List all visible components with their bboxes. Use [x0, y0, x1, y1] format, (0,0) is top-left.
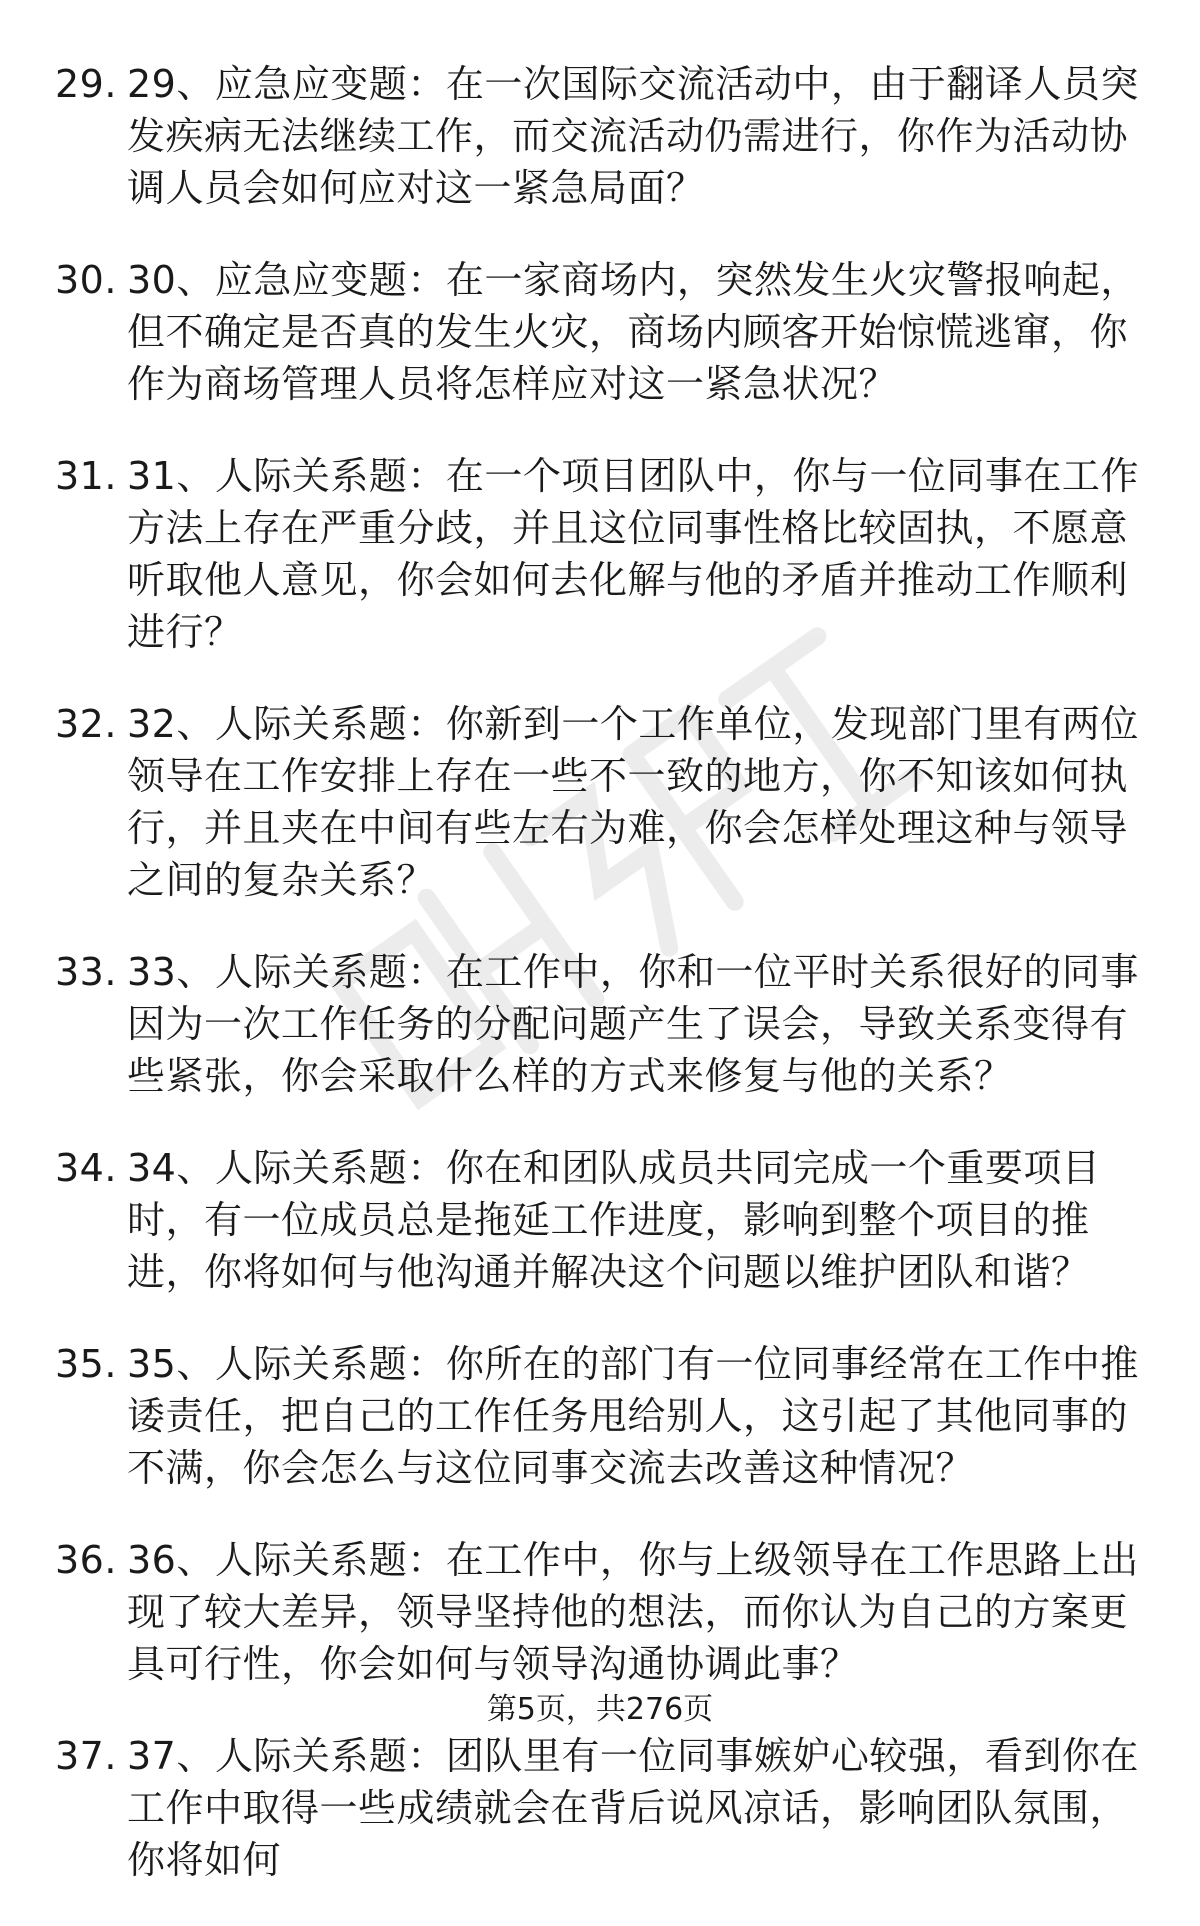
question-number: 32.: [55, 702, 117, 746]
question-item: [55, 254, 1155, 410]
question-item: [55, 1142, 1155, 1298]
question-number: 36.: [55, 1538, 117, 1582]
question-text: 33、人际关系题：在工作中，你和一位平时关系很好的同事因为一次工作任务的分配问题产生了误会，导致关系变得有些紧张，你会采取什么样的方式来修复与他的关系？: [127, 950, 1139, 1098]
question-text: 32、人际关系题：你新到一个工作单位，发现部门里有两位领导在工作安排上存在一些不一致的地方，你不知该如何执行，并且夹在中间有些左右为难，你会怎样处理这种与领导之间的复杂关系？: [127, 702, 1139, 902]
question-number: 29.: [55, 62, 117, 106]
question-item: [55, 1534, 1155, 1690]
question-item: [55, 946, 1155, 1102]
question-item: [55, 1338, 1155, 1494]
question-item: [55, 1730, 1155, 1886]
question-number: 35.: [55, 1342, 117, 1386]
question-text: 35、人际关系题：你所在的部门有一位同事经常在工作中推诿责任，把自己的工作任务甩给别人，这引起了其他同事的不满，你会怎么与这位同事交流去改善这种情况？: [127, 1342, 1139, 1490]
question-text: 36、人际关系题：在工作中，你与上级领导在工作思路上出现了较大差异，领导坚持他的想法，而你认为自己的方案更具可行性，你会如何与领导沟通协调此事？: [127, 1538, 1139, 1686]
question-number: 31.: [55, 454, 117, 498]
question-number: 37.: [55, 1734, 117, 1778]
page-footer: [0, 1690, 1200, 1730]
question-text: 29、应急应变题：在一次国际交流活动中，由于翻译人员突发疾病无法继续工作，而交流活动仍需进行，你作为活动协调人员会如何应对这一紧急局面？: [127, 62, 1139, 210]
question-item: [55, 698, 1155, 906]
question-item: [55, 450, 1155, 658]
question-text: 31、人际关系题：在一个项目团队中，你与一位同事在工作方法上存在严重分歧，并且这位同事性格比较固执，不愿意听取他人意见，你会如何去化解与他的矛盾并推动工作顺利进行？: [127, 454, 1139, 654]
page-number-label: 第5页，共276页: [486, 1692, 714, 1727]
question-list: [55, 58, 1155, 1926]
question-text: 37、人际关系题：团队里有一位同事嫉妒心较强，看到你在工作中取得一些成绩就会在背后说风凉话，影响团队氛围，你将如何: [127, 1734, 1139, 1882]
question-number: 30.: [55, 258, 117, 302]
question-text: 34、人际关系题：你在和团队成员共同完成一个重要项目时，有一位成员总是拖延工作进度，影响到整个项目的推进，你将如何与他沟通并解决这个问题以维护团队和谐？: [127, 1146, 1101, 1294]
question-number: 34.: [55, 1146, 117, 1190]
question-text: 30、应急应变题：在一家商场内，突然发生火灾警报响起，但不确定是否真的发生火灾，商场内顾客开始惊慌逃窜，你作为商场管理人员将怎样应对这一紧急状况？: [127, 258, 1139, 406]
question-number: 33.: [55, 950, 117, 994]
question-item: [55, 58, 1155, 214]
